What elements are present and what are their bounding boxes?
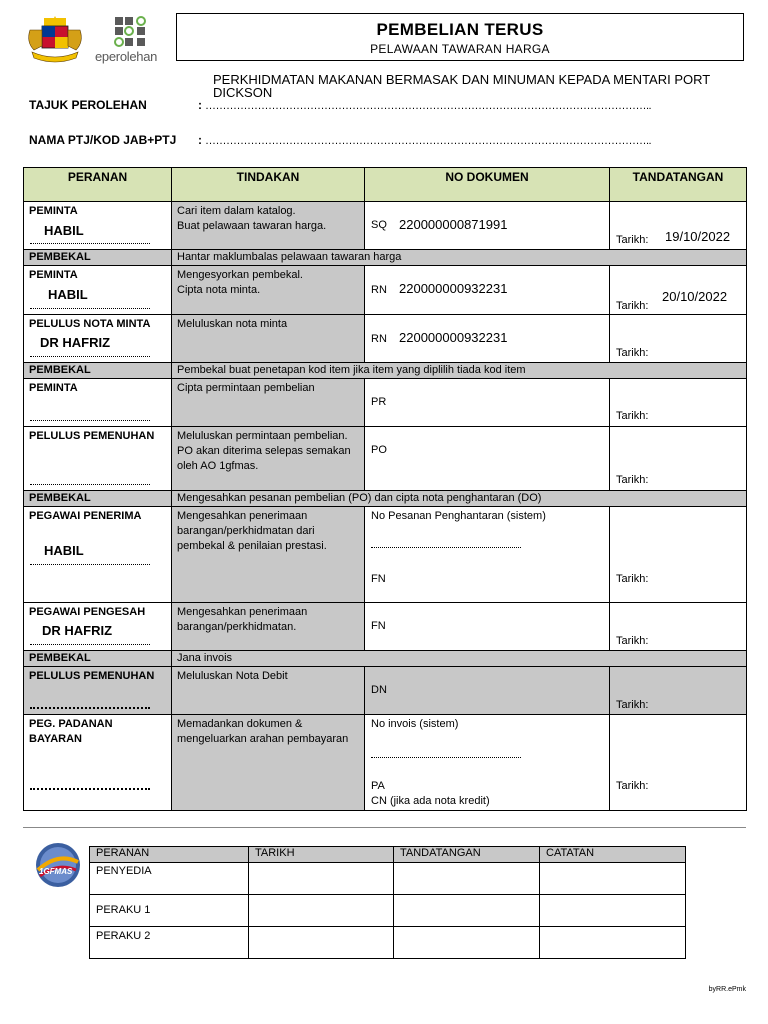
tajuk-dotline: ……………………………………………………………………………………………………………….. (205, 100, 652, 112)
table-row (24, 363, 747, 379)
action-text: Cari item dalam katalog. Buat pelawaan tawaran harga. (172, 202, 365, 250)
role-label: PEMBEKAL (24, 491, 172, 507)
table-row (24, 202, 747, 250)
table-row (24, 507, 747, 603)
signature-line (30, 356, 150, 357)
table-row (24, 667, 747, 715)
tarikh-label: Tarikh: (616, 410, 649, 422)
name-value: DR HAFRIZ (40, 335, 111, 350)
credit-note-label: CN (jika ada nota kredit) (371, 795, 490, 807)
action-text: Jana invois (172, 651, 747, 667)
section-divider (23, 827, 746, 828)
approval-header-tarikh: TARIKH (249, 847, 394, 863)
action-text: Mengesahkan pesanan pembelian (PO) dan cipta nota penghantaran (DO) (172, 491, 747, 507)
tarikh-label: Tarikh: (616, 780, 649, 792)
role-label: PELULUS NOTA MINTA (29, 318, 151, 330)
signature-line (30, 644, 150, 645)
eperolehan-logo (95, 15, 167, 65)
role-label: PEMBEKAL (24, 651, 172, 667)
ptj-dotline: ……………………………………………………………………………………………………………….. (205, 135, 652, 147)
tajuk-value: PERKHIDMATAN MAKANAN BERMASAK DAN MINUMAN KEPADA MENTARI PORT DICKSON (213, 72, 710, 100)
approval-row (90, 863, 686, 895)
doc-prefix: PR (371, 396, 387, 408)
signature-line (30, 243, 150, 244)
table-row (24, 315, 747, 363)
doc-label: No invois (sistem) (371, 718, 459, 730)
doc-prefix: RN (371, 284, 387, 296)
doc-prefix: FN (371, 573, 386, 585)
action-text: Meluluskan permintaan pembelian. PO akan diterima selepas semakan oleh AO 1gfmas. (172, 427, 365, 491)
doc-prefix: SQ (371, 219, 387, 231)
doc-prefix: PA (371, 780, 385, 792)
doc-number: 220000000932231 (399, 330, 508, 345)
tarikh-label: Tarikh: (616, 234, 649, 246)
role-label: PELULUS PEMENUHAN (29, 670, 155, 682)
header-no-dokumen: NO DOKUMEN (365, 168, 610, 202)
tarikh-label: Tarikh: (616, 347, 649, 359)
table-row (24, 427, 747, 491)
doc-prefix: RN (371, 333, 387, 345)
role-label: PEMINTA (29, 205, 78, 217)
approval-role: PERAKU 1 (90, 895, 249, 927)
doc-label: No Pesanan Penghantaran (sistem) (371, 510, 546, 522)
action-text: Mengesahkan penerimaan barangan/perkhidmatan. (172, 603, 365, 651)
signature-line (30, 788, 150, 790)
doc-dotline (371, 757, 521, 758)
header-tindakan: TINDAKAN (172, 168, 365, 202)
action-text: Meluluskan Nota Debit (172, 667, 365, 715)
action-text: Cipta permintaan pembelian (172, 379, 365, 427)
role-label: PEGAWAI PENGESAH (29, 606, 146, 618)
table-row (24, 250, 747, 266)
header-peranan: PERANAN (24, 168, 172, 202)
tajuk-label: TAJUK PEROLEHAN (29, 98, 147, 112)
date-value: 19/10/2022 (665, 229, 731, 244)
role-label: PEMINTA (29, 269, 78, 281)
approval-role: PERAKU 2 (90, 927, 249, 959)
signature-line (30, 707, 150, 709)
doc-number: 220000000932231 (399, 281, 508, 296)
name-value: HABIL (48, 287, 88, 302)
ptj-label: NAMA PTJ/KOD JAB+PTJ (29, 133, 177, 147)
table-row (24, 266, 747, 315)
gfmas-logo (30, 840, 86, 890)
header-tandatangan: TANDATANGAN (610, 168, 747, 202)
gfmas-logo-text: 1GFMAS (39, 867, 73, 876)
action-text: Meluluskan nota minta (172, 315, 365, 363)
name-value: DR HAFRIZ (42, 623, 113, 638)
approval-header-tandatangan: TANDATANGAN (394, 847, 540, 863)
approval-row (90, 895, 686, 927)
approval-header-peranan: PERANAN (90, 847, 249, 863)
name-value: HABIL (44, 543, 84, 558)
action-text: Hantar maklumbalas pelawaan tawaran harga (172, 250, 747, 266)
table-row (24, 715, 747, 811)
role-label: PEG. PADANAN BAYARAN (29, 718, 113, 745)
workflow-table (23, 167, 747, 811)
tarikh-label: Tarikh: (616, 474, 649, 486)
tarikh-label: Tarikh: (616, 635, 649, 647)
table-row (24, 651, 747, 667)
tarikh-label: Tarikh: (616, 573, 649, 585)
table-header-row (24, 168, 747, 202)
table-row (24, 603, 747, 651)
signature-line (30, 420, 150, 421)
table-row (24, 379, 747, 427)
role-label: PELULUS PEMENUHAN (29, 430, 155, 442)
doc-number: 220000000871991 (399, 217, 508, 232)
action-text: Pembekal buat penetapan kod item jika item yang diplilih tiada kod item (172, 363, 747, 379)
footer-credit: byRR.ePmk (708, 986, 746, 993)
page-title: PEMBELIAN TERUS (376, 20, 544, 39)
approval-table (89, 846, 686, 959)
doc-dotline (371, 547, 521, 548)
doc-prefix: DN (371, 684, 387, 696)
action-text: Mengesahkan penerimaan barangan/perkhidmatan dari pembekal & penilaian prestasi. (172, 507, 365, 603)
page-subtitle: PELAWAAN TAWARAN HARGA (370, 42, 550, 56)
action-text: Memadankan dokumen & mengeluarkan arahan pembayaran (172, 715, 365, 811)
approval-role: PENYEDIA (90, 863, 249, 895)
approval-row (90, 927, 686, 959)
doc-prefix: FN (371, 620, 386, 632)
role-label: PEMINTA (29, 382, 78, 394)
tajuk-colon: : (198, 98, 202, 112)
tarikh-label: Tarikh: (616, 699, 649, 711)
malaysia-crest-logo (24, 16, 86, 66)
role-label: PEMBEKAL (24, 250, 172, 266)
action-text: Mengesyorkan pembekal. Cipta nota minta. (172, 266, 365, 315)
ptj-colon: : (198, 133, 202, 147)
tarikh-label: Tarikh: (616, 300, 649, 312)
eperolehan-logo-text: eperolehan (95, 49, 158, 64)
approval-header-catatan: CATATAN (540, 847, 686, 863)
role-label: PEGAWAI PENERIMA (29, 510, 142, 522)
date-value: 20/10/2022 (662, 289, 728, 304)
signature-line (30, 484, 150, 485)
signature-line (30, 308, 150, 309)
role-label: PEMBEKAL (24, 363, 172, 379)
title-box (176, 13, 744, 61)
table-row (24, 491, 747, 507)
signature-line (30, 564, 150, 565)
name-value: HABIL (44, 223, 84, 238)
approval-header-row (90, 847, 686, 863)
doc-prefix: PO (371, 444, 387, 456)
